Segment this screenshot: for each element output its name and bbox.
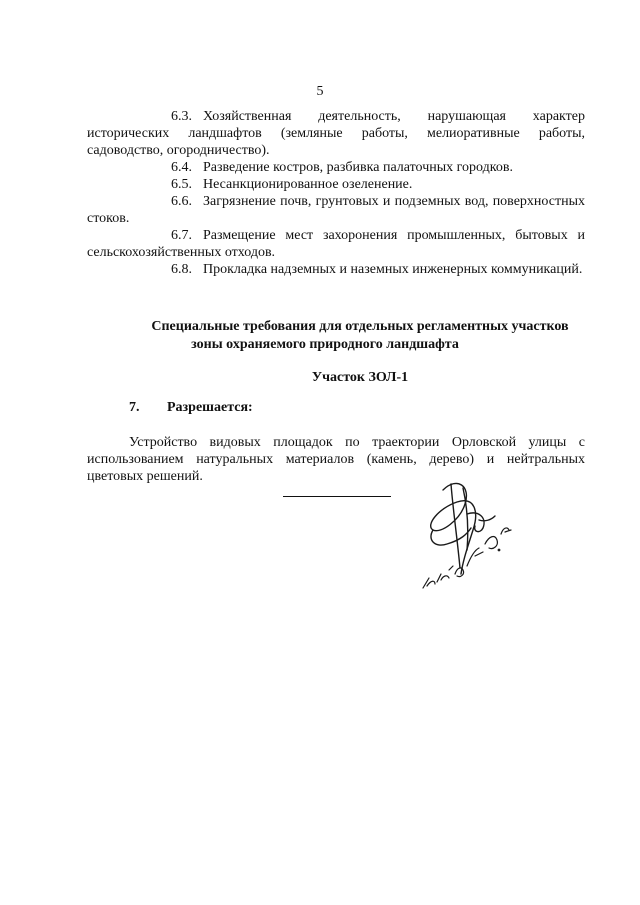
section-title: [129, 400, 253, 416]
page-number: 5: [316, 84, 324, 99]
list-item: [87, 176, 585, 193]
prohibited-items-list: [87, 108, 585, 278]
section-label: Разрешается:: [167, 400, 253, 415]
list-item: [87, 193, 585, 227]
item-text: Прокладка надземных и наземных инженерных коммуникаций.: [203, 262, 583, 277]
list-item: [87, 108, 585, 159]
item-number: 6.4.: [171, 160, 192, 175]
item-text: Размещение мест захоронения промышленных, бытовых и сельскохозяйственных отходов.: [87, 228, 585, 260]
item-number: 6.3.: [171, 109, 192, 124]
item-text: Хозяйственная деятельность, нарушающая характер исторических ландшафтов (земляные работы, мелиоративные работы, садоводство, огородничество).: [87, 109, 585, 158]
handwritten-signature: [405, 470, 535, 600]
item-number: 6.7.: [171, 228, 192, 243]
permitted-paragraph: Устройство видовых площадок по траектории Орловской улицы с использованием натуральных материалов (камень, дерево) и нейтральных цветовых решений.: [87, 435, 585, 484]
list-item: [87, 159, 585, 176]
plot-subheading: Участок ЗОЛ-1: [311, 370, 409, 385]
section-number: 7.: [129, 400, 140, 415]
heading-line-2: зоны охраняемого природного ландшафта: [191, 337, 459, 352]
item-text: Несанкционированное озеленение.: [203, 177, 413, 192]
heading-line-1: Специальные требования для отдельных регламентных участков: [151, 319, 569, 334]
item-number: 6.5.: [171, 177, 192, 192]
item-text: Загрязнение почв, грунтовых и подземных вод, поверхностных стоков.: [87, 194, 585, 226]
item-number: 6.6.: [171, 194, 192, 209]
item-text: Разведение костров, разбивка палаточных городков.: [203, 160, 513, 175]
signature-line: [283, 496, 391, 497]
section-heading: [0, 318, 640, 354]
list-item: [87, 261, 585, 278]
list-item: [87, 227, 585, 261]
item-number: 6.8.: [171, 262, 192, 277]
